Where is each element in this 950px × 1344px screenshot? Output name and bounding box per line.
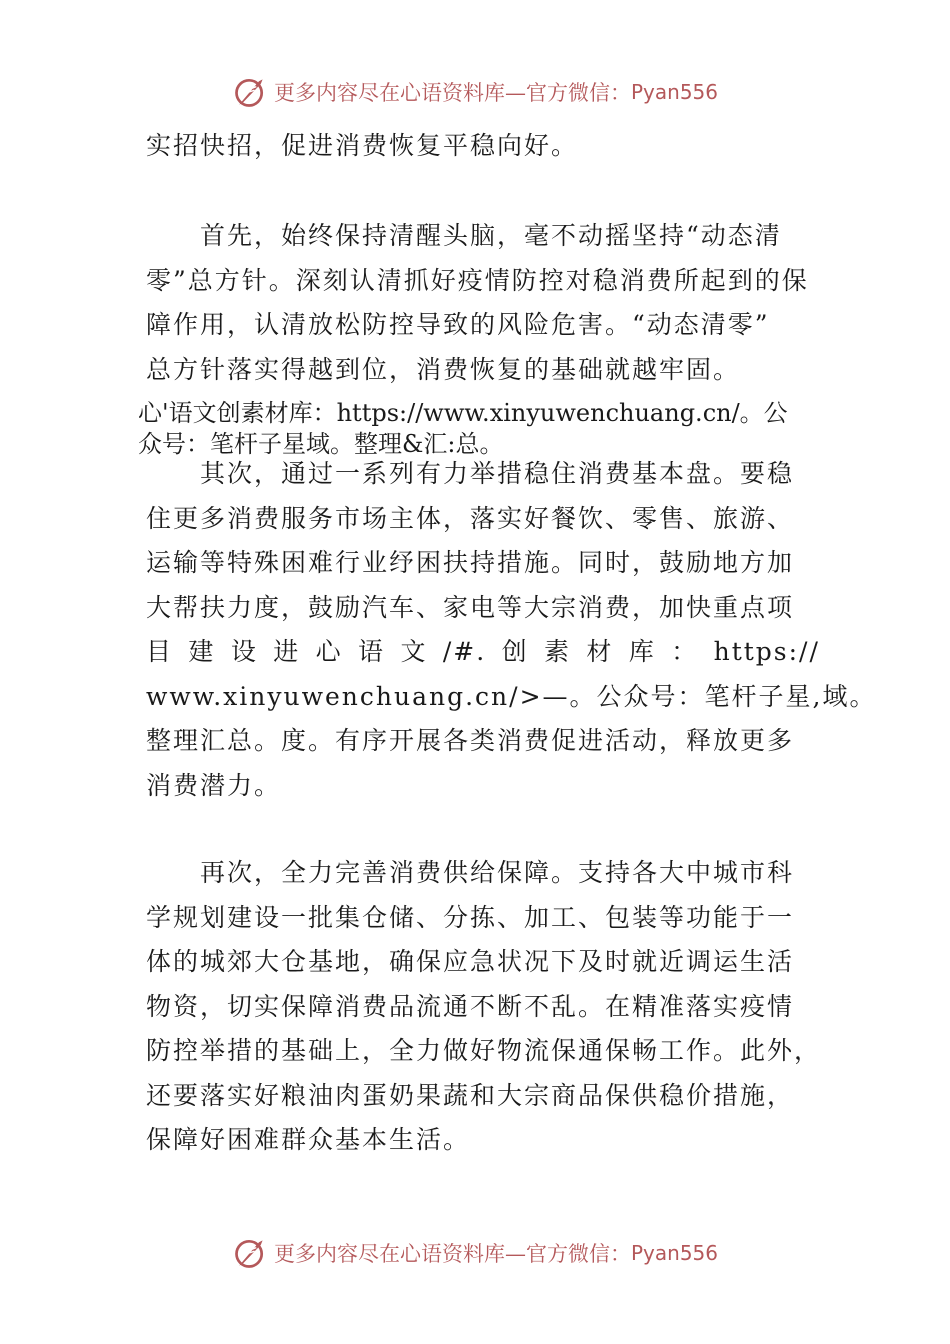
spread-token: 创 xyxy=(501,637,529,666)
text-line: 运输等特殊困难行业纾困扶持措施。同时，鼓励地方加 xyxy=(146,548,795,577)
spread-token: 语 xyxy=(358,637,386,666)
text-line: 障作用，认清放松防控导致的风险危害。“动态清零” xyxy=(146,310,770,339)
text-line: 零”总方针。深刻认清抓好疫情防控对稳消费所起到的保 xyxy=(146,265,809,295)
text-line: 实招快招，促进消费恢复平稳向好。 xyxy=(146,131,579,160)
text-line: 住更多消费服务市场主体，落实好餐饮、零售、旅游、 xyxy=(146,503,795,533)
paragraph-second xyxy=(146,452,877,808)
spread-token: 目 xyxy=(146,637,174,666)
source-note xyxy=(138,398,838,460)
paragraph-first xyxy=(146,214,820,392)
spread-token: 库 xyxy=(628,637,656,666)
banner-text: 更多内容尽在心语资料库—官方微信： xyxy=(273,81,631,105)
spread-token: 建 xyxy=(188,637,216,666)
spread-token: 设 xyxy=(230,637,258,666)
text-line: 学规划建设一批集仓储、分拣、加工、包装等功能于一 xyxy=(146,902,795,932)
banner-wechat-id: Pyan556 xyxy=(630,80,718,104)
paragraph-third xyxy=(146,851,820,1163)
text-line: 防控举措的基础上，全力做好物流保通保畅工作。此外， xyxy=(146,1036,822,1065)
text-line: 总方针落实得越到位，消费恢复的基础就越牢固。 xyxy=(146,354,741,384)
text-line: 体的城郊大仓基地，确保应急状况下及时就近调运生活 xyxy=(146,947,795,976)
spread-token: 材 xyxy=(586,637,614,666)
header-watermark-banner xyxy=(0,70,950,114)
spread-token: /#. xyxy=(442,637,487,666)
paragraph-continuation xyxy=(146,124,820,169)
spread-token: https:// xyxy=(713,637,820,666)
spread-token: 进 xyxy=(273,637,301,666)
spread-token: 心 xyxy=(315,637,343,666)
spread-token: 素 xyxy=(543,637,571,666)
text-line: 消费潜力。 xyxy=(146,770,282,800)
text-line: 其次，通过一系列有力举措稳住消费基本盘。要稳 xyxy=(200,459,795,488)
spread-token: 文 xyxy=(400,637,428,666)
text-line: 物资，切实保障消费品流通不断不乱。在精准落实疫情 xyxy=(146,991,795,1021)
note-line: 众号：笔杆子星域。整理&汇:总。 xyxy=(138,430,504,458)
footer-watermark-banner xyxy=(0,1231,950,1275)
quill-logo-icon xyxy=(232,74,268,110)
quill-logo-icon xyxy=(232,1235,268,1271)
text-line: 整理汇总。度。有序开展各类消费促进活动，释放更多 xyxy=(146,726,795,755)
text-line: 首先，始终保持清醒头脑，毫不动摇坚持“动态清 xyxy=(200,221,782,250)
banner-text: 更多内容尽在心语资料库—官方微信： xyxy=(273,1242,631,1266)
spread-text-line xyxy=(146,630,820,675)
text-line: 保障好困难群众基本生活。 xyxy=(146,1125,471,1154)
text-line: www.xinyuwenchuang.cn/>—。公众号：笔杆子星,域。 xyxy=(146,681,877,711)
text-line: 还要落实好粮油肉蛋奶果蔬和大宗商品保供稳价措施， xyxy=(146,1080,795,1110)
spread-token: ： xyxy=(671,637,699,666)
banner-wechat-id: Pyan556 xyxy=(630,1241,718,1265)
text-line: 大帮扶力度，鼓励汽车、家电等大宗消费，加快重点项 xyxy=(146,592,795,622)
note-line: 心'语文创素材库：https://www.xinyuwenchuang.cn/。公 xyxy=(138,399,788,427)
text-line: 再次，全力完善消费供给保障。支持各大中城市科 xyxy=(200,858,795,887)
